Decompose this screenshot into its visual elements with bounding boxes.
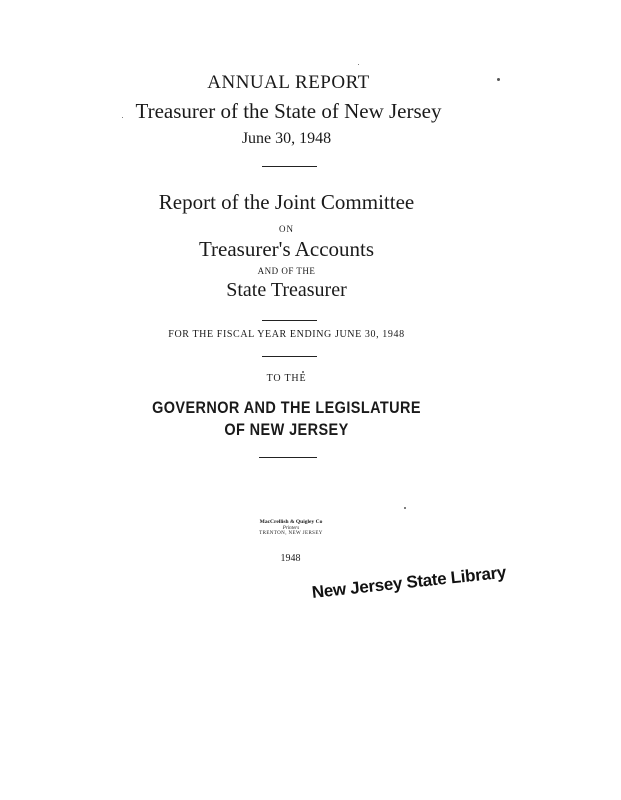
scan-speck xyxy=(302,371,304,373)
of-new-jersey-line: OF NEW JERSEY xyxy=(224,420,349,439)
committee-report-title: Report of the Joint Committee xyxy=(158,190,415,214)
scan-speck xyxy=(358,64,359,65)
divider-rule xyxy=(259,457,317,458)
accounts-title: Treasurer's Accounts xyxy=(198,237,375,261)
report-date: June 30, 1948 xyxy=(241,130,332,147)
library-stamp: New Jersey State Library xyxy=(310,562,507,602)
scan-speck xyxy=(497,78,500,81)
divider-rule xyxy=(262,166,317,167)
annual-report-heading: ANNUAL REPORT xyxy=(207,72,370,93)
printer-name: MacCrellish & Quigley Co xyxy=(259,519,323,525)
scan-speck xyxy=(404,507,406,509)
state-treasurer-title: State Treasurer xyxy=(226,279,347,301)
and-of-the-label: AND OF THE xyxy=(257,266,316,276)
publication-year: 1948 xyxy=(280,553,301,564)
fiscal-year-line: FOR THE FISCAL YEAR ENDING JUNE 30, 1948 xyxy=(168,329,405,340)
printer-role: Printers xyxy=(282,525,300,531)
divider-rule xyxy=(262,356,317,357)
divider-rule xyxy=(262,320,317,321)
scan-speck xyxy=(122,117,123,118)
printer-imprint xyxy=(241,520,341,536)
governor-legislature-line: GOVERNOR AND THE LEGISLATURE xyxy=(152,398,421,417)
printer-city: TRENTON, NEW JERSEY xyxy=(259,530,323,536)
treasurer-title: Treasurer of the State of New Jersey xyxy=(135,99,442,123)
on-label: ON xyxy=(279,224,294,234)
to-the-label: TO THE xyxy=(266,373,307,384)
